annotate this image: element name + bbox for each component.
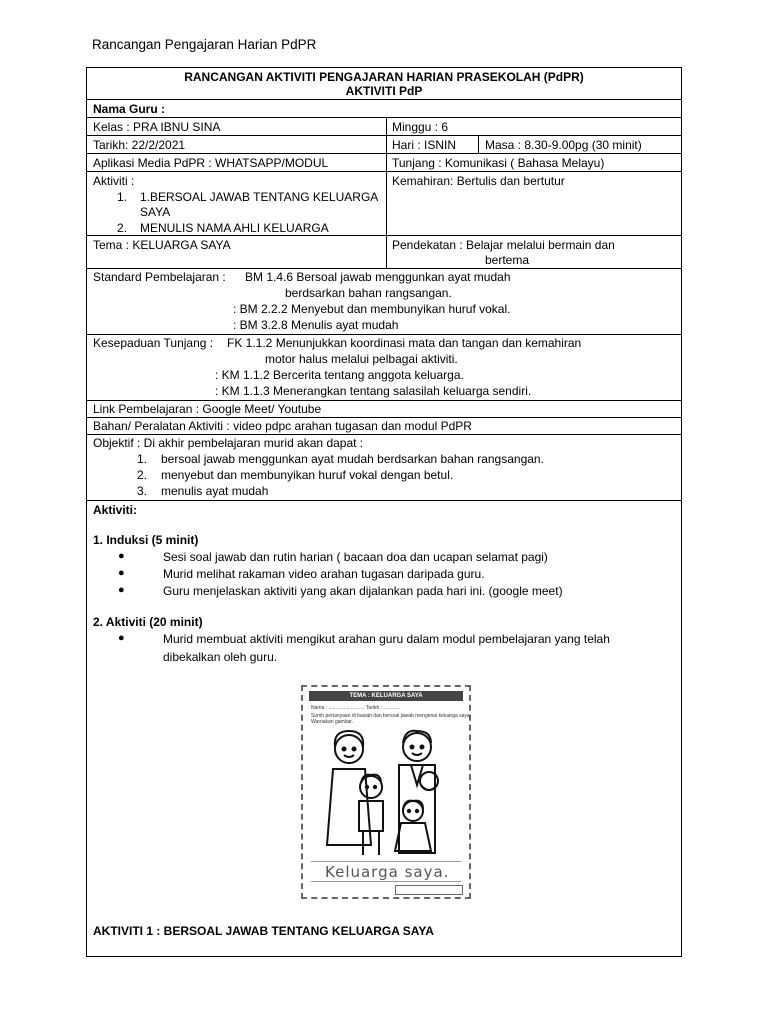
objektif-item-1: bersoal jawab menggunkan ayat mudah berdsarkan bahan rangsangan. — [161, 452, 544, 466]
objektif-label: Objektif : Di akhir pembelajaran murid akan dapat : — [93, 436, 364, 450]
page-header: Rancangan Pengajaran Harian PdPR — [92, 37, 317, 52]
kelas-field: Kelas : PRA IBNU SINA — [93, 120, 221, 134]
induksi-title: 1. Induksi (5 minit) — [93, 533, 199, 547]
aktiviti2-line-1: Murid membuat aktiviti mengikut arahan guru dalam modul pembelajaran yang telah — [163, 632, 610, 646]
bullet-icon: ● — [118, 584, 125, 596]
aplikasi-field: Aplikasi Media PdPR : WHATSAPP/MODUL — [93, 156, 329, 170]
title-row — [87, 68, 681, 100]
tunjang-field: Tunjang : Komunikasi ( Bahasa Melayu) — [392, 156, 605, 170]
aktiviti2-line-2: dibekalkan oleh guru. — [163, 650, 278, 664]
nama-guru-label: Nama Guru : — [93, 102, 166, 116]
standard-line-3: : BM 2.2.2 Menyebut dan membunyikan huruf vokal. — [233, 302, 511, 316]
standard-label: Standard Pembelajaran : — [93, 270, 226, 284]
worksheet-title: TEMA : KELUARGA SAYA — [309, 691, 463, 701]
row-kesepaduan — [87, 335, 681, 401]
row-link — [87, 401, 681, 418]
induksi-item-1: Sesi soal jawab dan rutin harian ( bacaan doa dan ucapan selamat pagi) — [163, 550, 548, 564]
row-bahan — [87, 418, 681, 435]
induksi-item-2: Murid melihat rakaman video arahan tugasan daripada guru. — [163, 567, 485, 581]
standard-line-2: berdsarkan bahan rangsangan. — [285, 286, 452, 300]
aktiviti-num-2: 2. — [117, 221, 128, 235]
kemahiran-field: Kemahiran: Bertulis dan bertutur — [392, 174, 565, 188]
row-aplikasi — [87, 154, 681, 172]
row-kelas — [87, 118, 681, 136]
pendekatan-field-cont: bertema — [485, 253, 530, 267]
kesepaduan-line-2: motor halus melalui pelbagai aktiviti. — [265, 352, 458, 366]
table-title: RANCANGAN AKTIVITI PENGAJARAN HARIAN PRASEKOLAH (PdPR) — [184, 70, 584, 84]
induksi-item-3: Guru menjelaskan aktiviti yang akan dijalankan pada hari ini. (google meet) — [163, 584, 563, 598]
row-aktiviti — [87, 172, 681, 236]
aktiviti-item-1: 1.BERSOAL JAWAB TENTANG KELUARGA — [140, 190, 379, 204]
objektif-item-3: menulis ayat mudah — [161, 484, 269, 498]
link-field: Link Pembelajaran : Google Meet/ Youtube — [93, 402, 322, 416]
bottom-activity-title: AKTIVITI 1 : BERSOAL JAWAB TENTANG KELUARGA SAYA — [93, 924, 434, 938]
aktiviti-item-1-cont: SAYA — [140, 205, 171, 219]
tema-field: Tema : KELUARGA SAYA — [93, 238, 231, 252]
masa-field: Masa : 8.30-9.00pg (30 minit) — [485, 138, 642, 152]
lesson-plan-table — [86, 67, 682, 957]
row-tema — [87, 236, 681, 269]
row-standard — [87, 269, 681, 335]
tarikh-field: Tarikh: 22/2/2021 — [93, 138, 186, 152]
row-objektif — [87, 435, 681, 501]
row-tarikh — [87, 136, 681, 154]
worksheet-caption: Keluarga saya. — [325, 863, 450, 881]
bullet-icon: ● — [118, 550, 125, 562]
aktiviti2-title: 2. Aktiviti (20 minit) — [93, 615, 203, 629]
bullet-icon: ● — [118, 632, 125, 644]
kesepaduan-line-3: : KM 1.1.2 Bercerita tentang anggota keluarga. — [215, 368, 464, 382]
kesepaduan-line-1: FK 1.1.2 Menunjukkan koordinasi mata dan tangan dan kemahiran — [227, 336, 582, 350]
objektif-item-2: menyebut dan membunyikan huruf vokal dengan betul. — [161, 468, 454, 482]
aktiviti-num-1: 1. — [117, 190, 128, 204]
aktiviti-label: Aktiviti : — [93, 174, 135, 188]
kesepaduan-label: Kesepaduan Tunjang : — [93, 336, 214, 350]
table-subtitle: AKTIVITI PdP — [345, 84, 423, 98]
aktiviti-section-title: Aktiviti: — [93, 503, 138, 517]
pendekatan-field: Pendekatan : Belajar melalui bermain dan — [392, 238, 615, 252]
objektif-num-2: 2. — [137, 468, 148, 482]
standard-line-1: BM 1.4.6 Bersoal jawab menggunkan ayat mudah — [245, 270, 511, 284]
bullet-icon: ● — [118, 567, 125, 579]
row-nama-guru — [87, 100, 681, 118]
kesepaduan-line-4: : KM 1.1.3 Menerangkan tentang salasilah keluarga sendiri. — [215, 384, 532, 398]
objektif-num-1: 1. — [137, 452, 148, 466]
minggu-field: Minggu : 6 — [392, 120, 449, 134]
standard-line-4: : BM 3.2.8 Menulis ayat mudah — [233, 318, 399, 332]
bahan-field: Bahan/ Peralatan Aktiviti : video pdpc arahan tugasan dan modul PdPR — [93, 419, 472, 433]
family-drawing — [313, 725, 459, 861]
worksheet-image: TEMA : KELUARGA SAYA Nama : .......................... Tarikh : ............ Sumh pertanyaan di bawah dan bersoal jawab mengenai keluarga saya. Warnakan gambar. Keluarga saya. — [301, 685, 471, 899]
hari-field: Hari : ISNIN — [392, 138, 457, 152]
objektif-num-3: 3. — [137, 484, 148, 498]
aktiviti-item-2: MENULIS NAMA AHLI KELUARGA — [140, 221, 329, 235]
